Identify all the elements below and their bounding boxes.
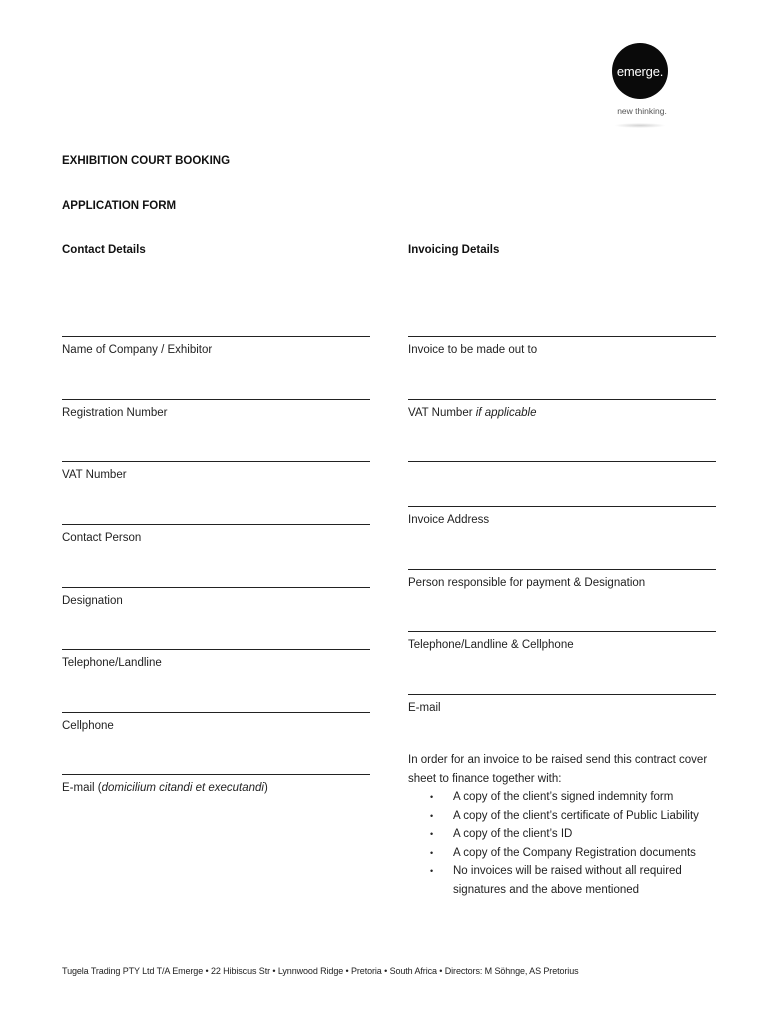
invoice-email-field[interactable]: [408, 694, 718, 714]
document-title: EXHIBITION COURT BOOKING: [62, 155, 231, 167]
invoice-email-line[interactable]: [408, 694, 716, 695]
email-label-suffix: ): [263, 782, 268, 794]
list-item-text: A copy of the client’s signed indemnity form: [453, 791, 674, 803]
designation-label: Designation: [62, 595, 123, 607]
list-item-text: A copy of the Company Registration documents: [453, 846, 696, 859]
designation-line[interactable]: [62, 587, 370, 588]
invoice-vat-label-note: if applicable: [475, 407, 537, 419]
invoice-email-label: E-mail: [408, 702, 441, 714]
contact-details-heading: Contact Details: [62, 244, 146, 256]
list-item: [408, 825, 738, 844]
telephone-line[interactable]: [62, 649, 370, 650]
vat-label: VAT Number: [62, 469, 127, 481]
telephone-label: Telephone/Landline: [62, 657, 162, 669]
list-item-text: A copy of the client’s certificate of Public Liability: [453, 809, 699, 822]
bullet-icon: •: [430, 829, 434, 839]
email-label-prefix: E-mail (: [62, 782, 102, 794]
invoice-vat-line[interactable]: [408, 399, 716, 400]
cellphone-label: Cellphone: [62, 720, 114, 732]
telephone-field[interactable]: [62, 649, 372, 669]
company-field[interactable]: [62, 336, 372, 356]
vat-line[interactable]: [62, 461, 370, 462]
list-item: [408, 862, 738, 899]
list-item-text: A copy of the client’s ID: [453, 828, 573, 840]
requirements-list: [408, 788, 738, 899]
invoice-address-label: Invoice Address: [408, 514, 490, 526]
invoice-address-line-1-field[interactable]: [408, 461, 718, 462]
invoice-telephone-field[interactable]: [408, 631, 718, 651]
email-label-note: domicilium citandi et executandi: [101, 782, 264, 794]
list-item: [408, 807, 738, 826]
invoice-address-line-2[interactable]: [408, 506, 716, 507]
company-footer: Tugela Trading PTY Ltd T/A Emerge • 22 Hibiscus Str • Lynnwood Ridge • Pretoria • South Africa • Directors: M Söhnge, AS Pretorius: [62, 966, 579, 976]
list-item-text: No invoices will be raised without all required signatures and the above mentioned: [453, 865, 682, 896]
invoice-vat-label-text: VAT Number: [408, 407, 476, 419]
invoice-to-field[interactable]: [408, 336, 718, 356]
invoice-to-line[interactable]: [408, 336, 716, 337]
bullet-icon: •: [430, 810, 434, 821]
bullet-icon: •: [430, 866, 434, 876]
vat-field[interactable]: [62, 461, 372, 481]
logo-shadow: [614, 123, 666, 128]
invoice-address-field[interactable]: [408, 506, 718, 526]
logo-wordmark: emerge.: [612, 43, 668, 99]
invoice-telephone-label: Telephone/Landline & Cellphone: [408, 639, 574, 651]
document-subtitle: APPLICATION FORM: [62, 200, 177, 212]
registration-line[interactable]: [62, 399, 370, 400]
invoice-address-line-1[interactable]: [408, 461, 716, 462]
cellphone-line[interactable]: [62, 712, 370, 713]
company-label: Name of Company / Exhibitor: [62, 344, 213, 356]
instructions-intro: In order for an invoice to be raised send this contract cover sheet to finance together with:: [408, 754, 708, 785]
invoice-telephone-line[interactable]: [408, 631, 716, 632]
registration-label: Registration Number: [62, 407, 168, 419]
email-line[interactable]: [62, 774, 370, 775]
responsible-field[interactable]: [408, 569, 718, 589]
responsible-label: Person responsible for payment & Designation: [408, 577, 646, 589]
invoicing-details-heading: Invoicing Details: [408, 244, 500, 256]
invoice-vat-label: [408, 407, 718, 419]
list-item: [408, 788, 738, 807]
company-line[interactable]: [62, 336, 370, 337]
invoice-to-label: Invoice to be made out to: [408, 344, 538, 356]
bullet-icon: •: [430, 847, 434, 858]
cellphone-field[interactable]: [62, 712, 372, 732]
contact-person-label: Contact Person: [62, 532, 142, 544]
responsible-line[interactable]: [408, 569, 716, 570]
logo-tagline: new thinking.: [617, 106, 667, 116]
invoice-vat-field[interactable]: [408, 399, 718, 419]
contact-person-field[interactable]: [62, 524, 372, 544]
list-item: [408, 844, 738, 863]
contact-person-line[interactable]: [62, 524, 370, 525]
invoice-instructions: [408, 751, 738, 899]
registration-field[interactable]: [62, 399, 372, 419]
email-field[interactable]: [62, 774, 372, 794]
email-label: [62, 782, 372, 794]
bullet-icon: •: [430, 792, 434, 802]
emerge-logo: [606, 43, 678, 133]
designation-field[interactable]: [62, 587, 372, 607]
